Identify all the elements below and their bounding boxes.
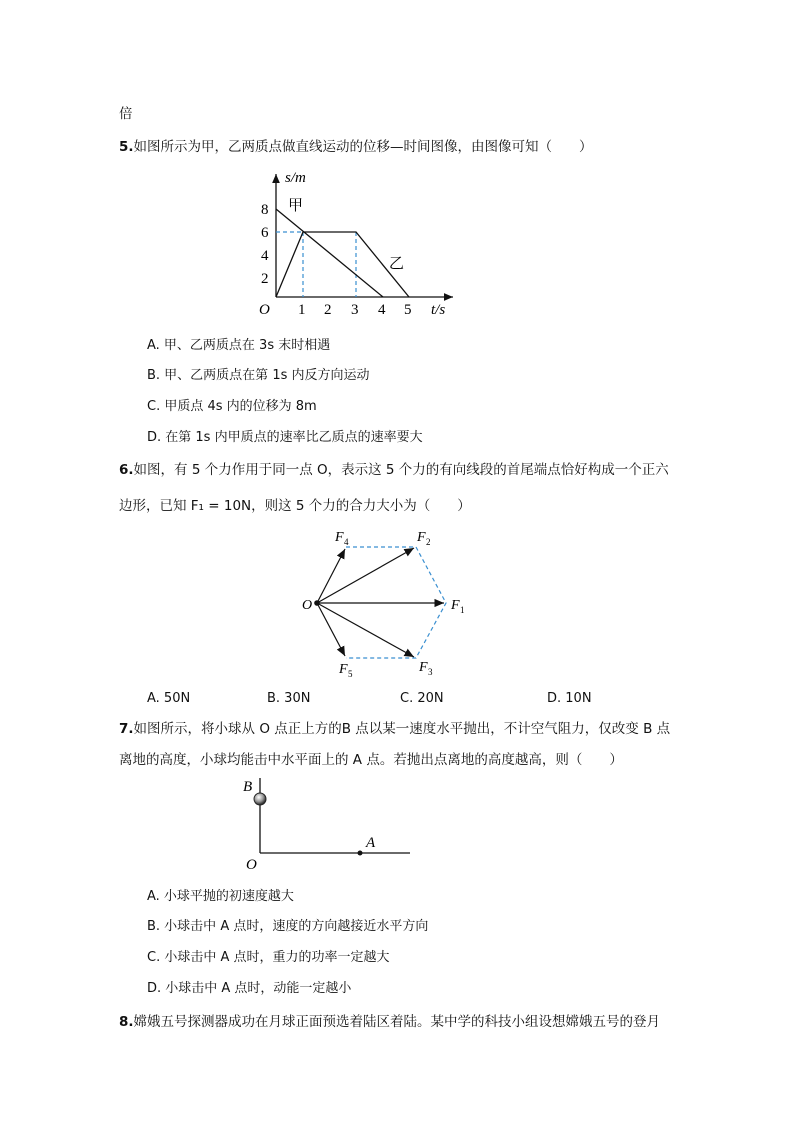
- x-tick: 5: [404, 302, 412, 318]
- q5-option-a: A. 甲、乙两质点在 3s 末时相遇: [147, 338, 331, 353]
- q5-option-b: B. 甲、乙两质点在第 1s 内反方向运动: [147, 368, 370, 383]
- label-f4: F: [335, 530, 344, 545]
- point-o: [314, 600, 320, 606]
- origin-label: O: [259, 302, 270, 318]
- ball: [254, 793, 266, 805]
- x-axis-label: t/s: [431, 302, 446, 318]
- label-f2-sub: 2: [426, 537, 431, 547]
- label-b: B: [243, 779, 253, 795]
- label-f2: F: [417, 530, 426, 545]
- label-a: A: [366, 835, 376, 851]
- question-7-stem-line2: 离地的高度，小球均能击中水平面上的 A 点。若抛出点离地的高度越高，则（ ）: [119, 752, 623, 768]
- question-number: 6.: [119, 462, 134, 478]
- y-axis-label: s/m: [285, 170, 306, 186]
- q6-choice-c: C. 20N: [400, 691, 444, 706]
- question-text: 如图所示为甲，乙两质点做直线运动的位移—时间图像，由图像可知（ ）: [133, 139, 593, 155]
- label-f1: F: [451, 598, 460, 613]
- x-tick: 1: [298, 302, 306, 318]
- question-6-stem-line1: [119, 458, 669, 478]
- projectile-diagram: [238, 772, 418, 872]
- q7-option-a: A. 小球平抛的初速度越大: [147, 889, 294, 904]
- x-tick: 4: [378, 302, 386, 318]
- question-6-stem-line2: 边形，已知 F₁ = 10N，则这 5 个力的合力大小为（ ）: [119, 498, 471, 514]
- y-tick: 4: [261, 248, 269, 264]
- x-tick: 3: [351, 302, 359, 318]
- label-f5-sub: 5: [348, 669, 353, 679]
- series-jia: [276, 209, 383, 297]
- y-tick: 6: [261, 225, 269, 241]
- point-a: [358, 851, 363, 856]
- label-f3-sub: 3: [428, 667, 433, 677]
- series-label-jia: 甲: [288, 198, 304, 214]
- question-5-stem: [119, 135, 593, 155]
- question-number: 8.: [119, 1014, 134, 1030]
- y-tick: 8: [261, 202, 269, 218]
- q6-choice-b: B. 30N: [267, 691, 311, 706]
- label-f4-sub: 4: [344, 537, 349, 547]
- q5-option-d: D. 在第 1s 内甲质点的速率比乙质点的速率要大: [147, 430, 423, 445]
- question-number: 7.: [119, 721, 134, 737]
- q6-choice-d: D. 10N: [547, 691, 592, 706]
- question-text: 如图，有 5 个力作用于同一点 O，表示这 5 个力的有向线段的首尾端点恰好构成一个正六: [133, 462, 669, 478]
- q6-choice-a: A. 50N: [147, 691, 191, 706]
- question-8-stem-line1: [119, 1010, 660, 1030]
- question-text: 如图所示，将小球从 O 点正上方的B 点以某一速度水平抛出，不计空气阻力，仅改变 B 点: [133, 721, 671, 737]
- question-7-stem-line1: [119, 717, 670, 737]
- prev-question-tail: 倍: [119, 106, 133, 122]
- st-graph: [255, 162, 465, 322]
- y-tick: 2: [261, 271, 269, 287]
- label-o: O: [246, 857, 257, 872]
- question-text: 嫦娥五号探测器成功在月球正面预选着陆区着陆。某中学的科技小组设想嫦娥五号的登月: [133, 1014, 661, 1030]
- q7-option-b: B. 小球击中 A 点时，速度的方向越接近水平方向: [147, 919, 429, 934]
- label-f1-sub: 1: [460, 605, 465, 615]
- label-f5: F: [339, 662, 348, 677]
- q7-option-c: C. 小球击中 A 点时，重力的功率一定越大: [147, 950, 390, 965]
- question-number: 5.: [119, 139, 134, 155]
- x-tick: 2: [324, 302, 332, 318]
- q5-option-c: C. 甲质点 4s 内的位移为 8m: [147, 399, 317, 414]
- force-hexagon-diagram: [296, 528, 476, 688]
- label-f3: F: [419, 660, 428, 675]
- q7-option-d: D. 小球击中 A 点时，动能一定越小: [147, 981, 352, 996]
- series-label-yi: 乙: [389, 256, 405, 272]
- label-o: O: [302, 598, 313, 613]
